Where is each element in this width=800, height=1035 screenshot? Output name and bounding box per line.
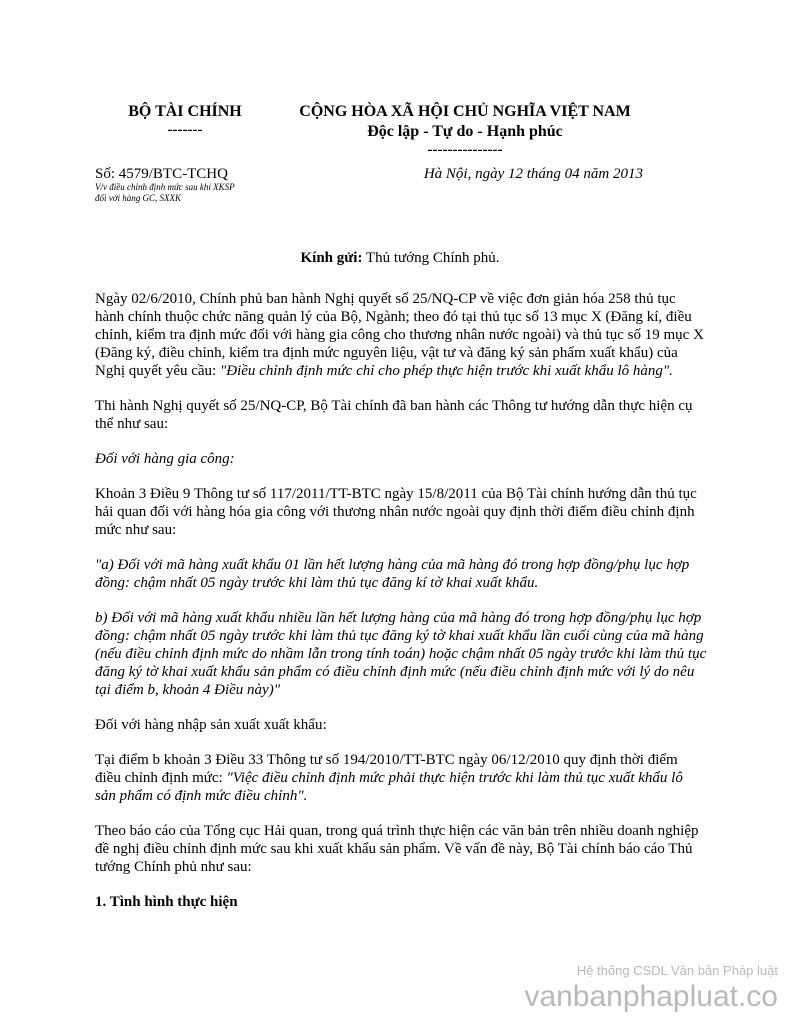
paragraph-8-text: Tại điểm b khoản 3 Điều 33 Thông tư số 194/2010/TT-BTC ngày 06/12/2010 quy định thời điểm điều chỉnh định mức: bbox=[95, 752, 678, 786]
recipient-label: Kính gửi: bbox=[300, 250, 363, 266]
recipient-name: Thủ tướng Chính phủ. bbox=[365, 250, 500, 266]
document-number: Số: 4579/BTC-TCHQ bbox=[95, 166, 228, 182]
document-date: Hà Nội, ngày 12 tháng 04 năm 2013 bbox=[423, 166, 643, 182]
recipient-line bbox=[0, 250, 800, 267]
issuer-block bbox=[110, 102, 260, 138]
watermark-line-1: Hệ thống CSDL Văn bản Pháp luật bbox=[576, 963, 778, 978]
subject-line-2: đối với hàng GC, SXXK bbox=[95, 193, 182, 203]
watermark bbox=[524, 963, 778, 1015]
paragraph-4: Khoản 3 Điều 9 Thông tư số 117/2011/TT-BTC ngày 15/8/2011 của Bộ Tài chính hướng dẫn thủ tục hải quan đối với hàng hóa gia công với thương nhân nước ngoài quy định thời điểm điều chỉnh định mức như sau: bbox=[95, 486, 697, 538]
paragraph-8 bbox=[95, 751, 707, 805]
national-motto: Độc lập - Tự do - Hạnh phúc bbox=[367, 123, 563, 140]
ministry-name: BỘ TÀI CHÍNH bbox=[128, 103, 242, 120]
ministry-divider: ------- bbox=[167, 122, 203, 138]
motto-divider: --------------- bbox=[427, 142, 503, 158]
paragraph-8-quote: "Việc điều chỉnh định mức phải thực hiện trước khi làm thủ tục xuất khẩu lô sản phẩm có định mức điều chỉnh". bbox=[95, 770, 683, 804]
section-heading-1: 1. Tình hình thực hiện bbox=[95, 894, 238, 910]
section-label-processing: Đối với hàng gia công: bbox=[95, 451, 235, 467]
country-name: CỘNG HÒA XÃ HỘI CHỦ NGHĨA VIỆT NAM bbox=[299, 103, 631, 120]
watermark-line-2: vanbanphapluat.co bbox=[524, 980, 778, 1013]
quote-clause-a: "a) Đối với mã hàng xuất khẩu 01 lần hết lượng hàng của mã hàng đó trong hợp đồng/phụ lục hợp đồng: chậm nhất 05 ngày trước khi làm thủ tục đăng kí tờ khai xuất khẩu. bbox=[95, 557, 690, 591]
paragraph-9: Theo báo cáo của Tổng cục Hải quan, trong quá trình thực hiện các văn bản trên nhiều doanh nghiệp đề nghị điều chỉnh định mức sau khi xuất khẩu sản phẩm. Về vấn đề này, Bộ Tài chính báo cáo Thủ tướng Chính phủ như sau: bbox=[95, 823, 699, 875]
national-title-block bbox=[290, 102, 640, 158]
section-label-import-export: Đối với hàng nhập sản xuất xuất khẩu: bbox=[95, 717, 327, 733]
quote-clause-b: b) Đối với mã hàng xuất khẩu nhiều lần hết lượng hàng của mã hàng đó trong hợp đồng/phụ lục hợp đồng: chậm nhất 05 ngày trước khi làm thủ tục đăng ký tờ khai xuất khẩu lần cuối cùng của mã hàng (nếu điều chỉnh định mức do nhầm lẫn trong tính toán) hoặc chậm nhất 05 ngày trước khi làm thủ tục đăng ký tờ khai xuất khẩu sản phẩm có điều chỉnh định mức (nếu điều chỉnh định mức với lý do nêu tại điểm b, khoản 4 Điều này)" bbox=[95, 610, 707, 698]
paragraph-2: Thi hành Nghị quyết số 25/NQ-CP, Bộ Tài chính đã ban hành các Thông tư hướng dẫn thực hiện cụ thể như sau: bbox=[95, 398, 693, 432]
paragraph-1-text: Ngày 02/6/2010, Chính phủ ban hành Nghị quyết số 25/NQ-CP về việc đơn giản hóa 258 thủ tục hành chính thuộc chức năng quản lý của Bộ, Ngành; theo đó tại thủ tục số 13 mục X (Đăng kí, điều chỉnh, kiểm tra định mức đối với hàng gia công cho thương nhân nước ngoài) và thủ tục số 19 mục X (Đăng ký, điều chỉnh, kiểm tra định mức nguyên liệu, vật tư và đăng ký sản phẩm xuất khẩu) của Nghị quyết yêu cầu: bbox=[95, 291, 704, 379]
paragraph-1 bbox=[95, 290, 707, 380]
document-subject bbox=[95, 182, 235, 204]
subject-line-1: V/v điều chỉnh định mức sau khi XKSP bbox=[95, 182, 235, 192]
document-body bbox=[95, 290, 707, 928]
paragraph-1-quote: "Điều chỉnh định mức chỉ cho phép thực hiện trước khi xuất khẩu lô hàng". bbox=[219, 363, 673, 379]
